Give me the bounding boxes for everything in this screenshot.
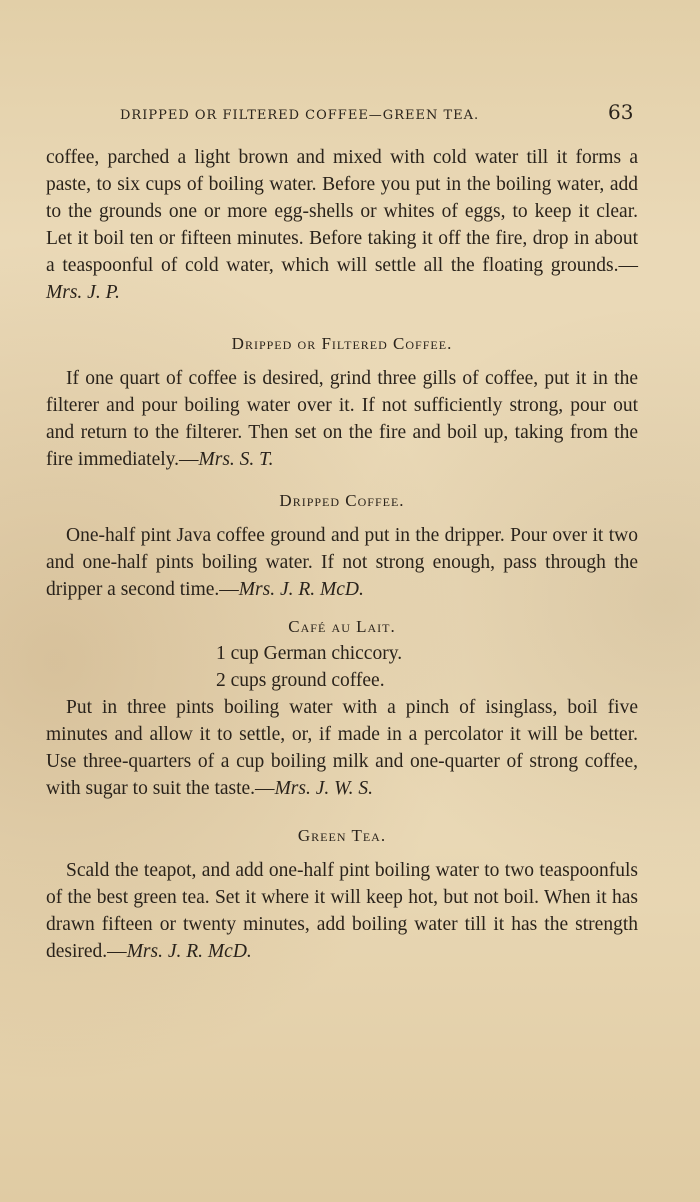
attribution: Mrs. J. P. <box>46 282 120 303</box>
recipe-paragraph <box>46 694 638 802</box>
recipe-paragraph <box>46 365 638 473</box>
attribution: Mrs. J. W. S. <box>274 778 373 799</box>
running-title: DRIPPED OR FILTERED COFFEE—GREEN TEA. <box>120 108 480 123</box>
recipe-title: Dripped or Filtered Coffee. <box>231 334 453 353</box>
paragraph-text: One-half pint Java coffee ground and put in the dripper. Pour over it two and one-half pints boiling water. If not strong enough, pass through the dripper a second time.— <box>46 525 638 600</box>
recipe-paragraph <box>46 857 638 965</box>
attribution: Mrs. S. T. <box>198 449 274 470</box>
paragraph-text: coffee, parched a light brown and mixed with cold water till it forms a paste, to six cups of boiling water. Before you put in the boiling water, add to the grounds one or more egg-shells or whites of eggs, to keep it clear. Let it boil ten or fifteen minutes. Before taking it off the fire, drop in about a teaspoonful of cold water, which will settle all the floating grounds.— <box>46 147 638 276</box>
continuation-paragraph <box>46 144 638 306</box>
ingredient-line: 2 cups ground coffee. <box>216 670 385 691</box>
attribution: Mrs. J. R. McD. <box>238 579 364 600</box>
paragraph-text: Put in three pints boiling water with a pinch of isinglass, boil five minutes and allow it to settle, or, if made in a percolator it will be better. Use three-quarters of a cup boiling milk and one-quarter of strong coffee, with sugar to suit the taste.— <box>46 697 638 799</box>
paragraph-text: Scald the teapot, and add one-half pint boiling water to two teaspoonfuls of the best green tea. Set it where it will keep hot, but not boil. When it has drawn fifteen or twenty minutes, add boiling water till it has the strength desired.— <box>46 860 638 962</box>
recipe-title: Dripped Coffee. <box>279 491 405 510</box>
page-number: 63 <box>608 100 634 124</box>
page-body <box>46 144 638 965</box>
paragraph-text: If one quart of coffee is desired, grind three gills of coffee, put it in the filterer and pour boiling water over it. If not sufficiently strong, pour out and return to the filterer. Then set on the fire and boil up, taking from the fire immediately.— <box>46 368 638 470</box>
recipe-title: Café au Lait. <box>288 617 396 636</box>
recipe-title: Green Tea. <box>297 826 387 845</box>
ingredient-line: 1 cup German chiccory. <box>216 643 403 664</box>
recipe-paragraph <box>46 522 638 603</box>
attribution: Mrs. J. R. McD. <box>126 941 252 962</box>
